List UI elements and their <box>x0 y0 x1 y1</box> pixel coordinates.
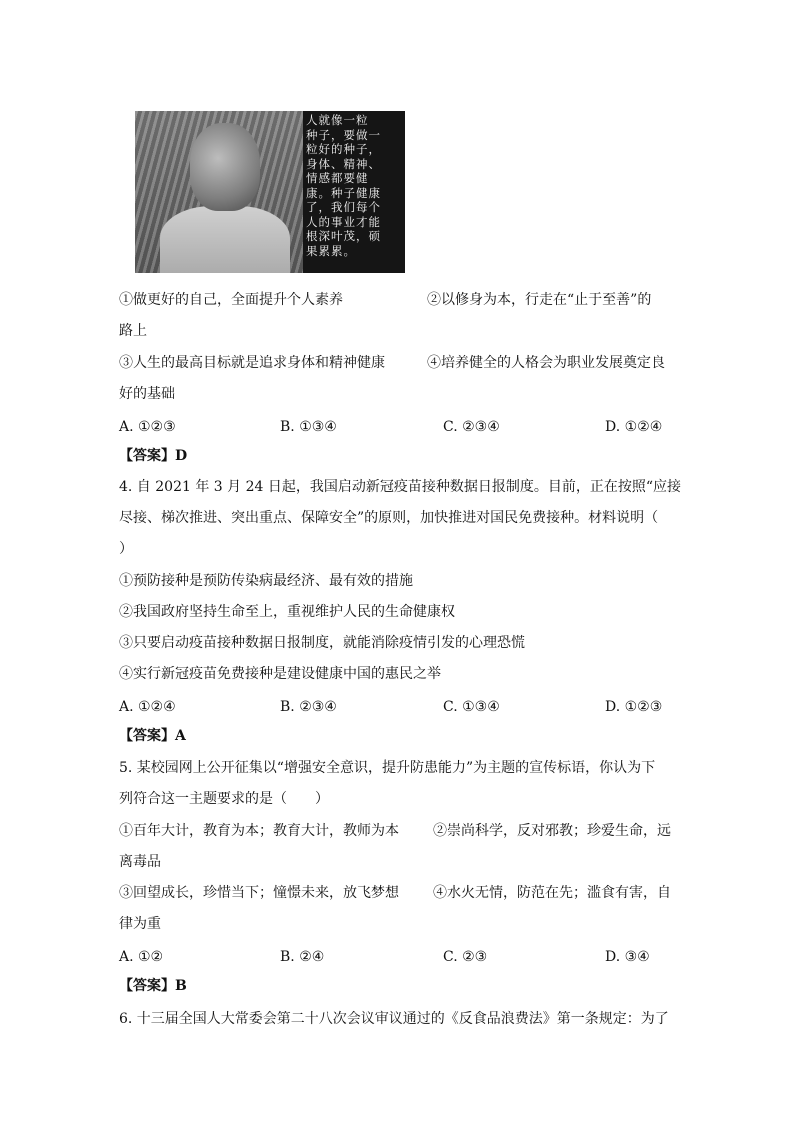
q5-choice-d: D. ③④ <box>605 949 650 965</box>
q3-option-4-cont: 好的基础 <box>119 386 175 402</box>
q3-option-2: ②以修身为本，行走在“止于至善”的 <box>427 292 652 308</box>
q5-stem-line-1: 5. 某校园网上公开征集以“增强安全意识，提升防患能力”为主题的宣传标语，你认为下 <box>119 760 656 776</box>
q5-option-4: ④水火无情，防范在先；滥食有害，自 <box>433 885 671 901</box>
q4-choice-c: C. ①③④ <box>443 699 500 715</box>
person-figure <box>160 206 290 273</box>
q4-answer: 【答案】A <box>119 728 186 744</box>
q3-choice-c: C. ②③④ <box>443 419 500 435</box>
q5-option-4-cont: 律为重 <box>119 916 161 932</box>
q3-answer: 【答案】D <box>119 448 188 464</box>
q6-stem-line-1: 6. 十三届全国人大常委会第二十八次会议审议通过的《反食品浪费法》第一条规定：为了 <box>119 1011 669 1027</box>
q3-option-3: ③人生的最高目标就是追求身体和精神健康 <box>119 355 385 371</box>
q5-stem-line-2: 列符合这一主题要求的是（ ） <box>119 791 329 807</box>
q5-option-2: ②崇尚科学，反对邪教；珍爱生命，远 <box>433 823 671 839</box>
q4-choice-a: A. ①②④ <box>119 699 176 715</box>
q3-choice-d: D. ①②④ <box>605 419 663 435</box>
q5-answer: 【答案】B <box>119 978 187 994</box>
q5-choice-b: B. ②④ <box>280 949 325 965</box>
q4-stem-line-2: 尽接、梯次推进、突出重点、保障安全”的原则，加快推进对国民免费接种。材料说明（ <box>119 510 659 526</box>
q3-choice-a: A. ①②③ <box>119 419 176 435</box>
q3-option-1: ①做更好的自己，全面提升个人素养 <box>119 292 343 308</box>
q5-option-1: ①百年大计，教育为本；教育大计，教师为本 <box>119 823 399 839</box>
q3-choice-b: B. ①③④ <box>280 419 337 435</box>
person-face <box>190 123 260 211</box>
q4-stem-line-3: ） <box>119 541 133 557</box>
q4-stem-line-1: 4. 自 2021 年 3 月 24 日起，我国启动新冠疫苗接种数据日报制度。目前，正在按照“应接 <box>119 479 682 495</box>
q5-choice-a: A. ①② <box>119 949 164 965</box>
q5-choice-c: C. ②③ <box>443 949 488 965</box>
q4-choice-b: B. ②③④ <box>280 699 337 715</box>
q5-option-3: ③回望成长，珍惜当下；憧憬未来，放飞梦想 <box>119 885 399 901</box>
q4-option-2: ②我国政府坚持生命至上，重视维护人民的生命健康权 <box>119 604 455 620</box>
q4-option-1: ①预防接种是预防传染病最经济、最有效的措施 <box>119 573 413 589</box>
portrait-photo <box>135 111 405 273</box>
q5-option-2-cont: 离毒品 <box>119 854 161 870</box>
q4-option-3: ③只要启动疫苗接种数据日报制度，就能消除疫情引发的心理恐慌 <box>119 635 525 651</box>
photo-caption: 人就像一粒 种子，要做一 粒好的种子， 身体、精神、 情感都要健 康。种子健康 了，我们每个 人的事业才能 根深叶茂，硕 果累累。 <box>303 111 405 273</box>
q4-choice-d: D. ①②③ <box>605 699 663 715</box>
q4-option-4: ④实行新冠疫苗免费接种是建设健康中国的惠民之举 <box>119 666 441 682</box>
q3-option-4: ④培养健全的人格会为职业发展奠定良 <box>427 355 665 371</box>
q3-option-2-cont: 路上 <box>119 323 147 339</box>
